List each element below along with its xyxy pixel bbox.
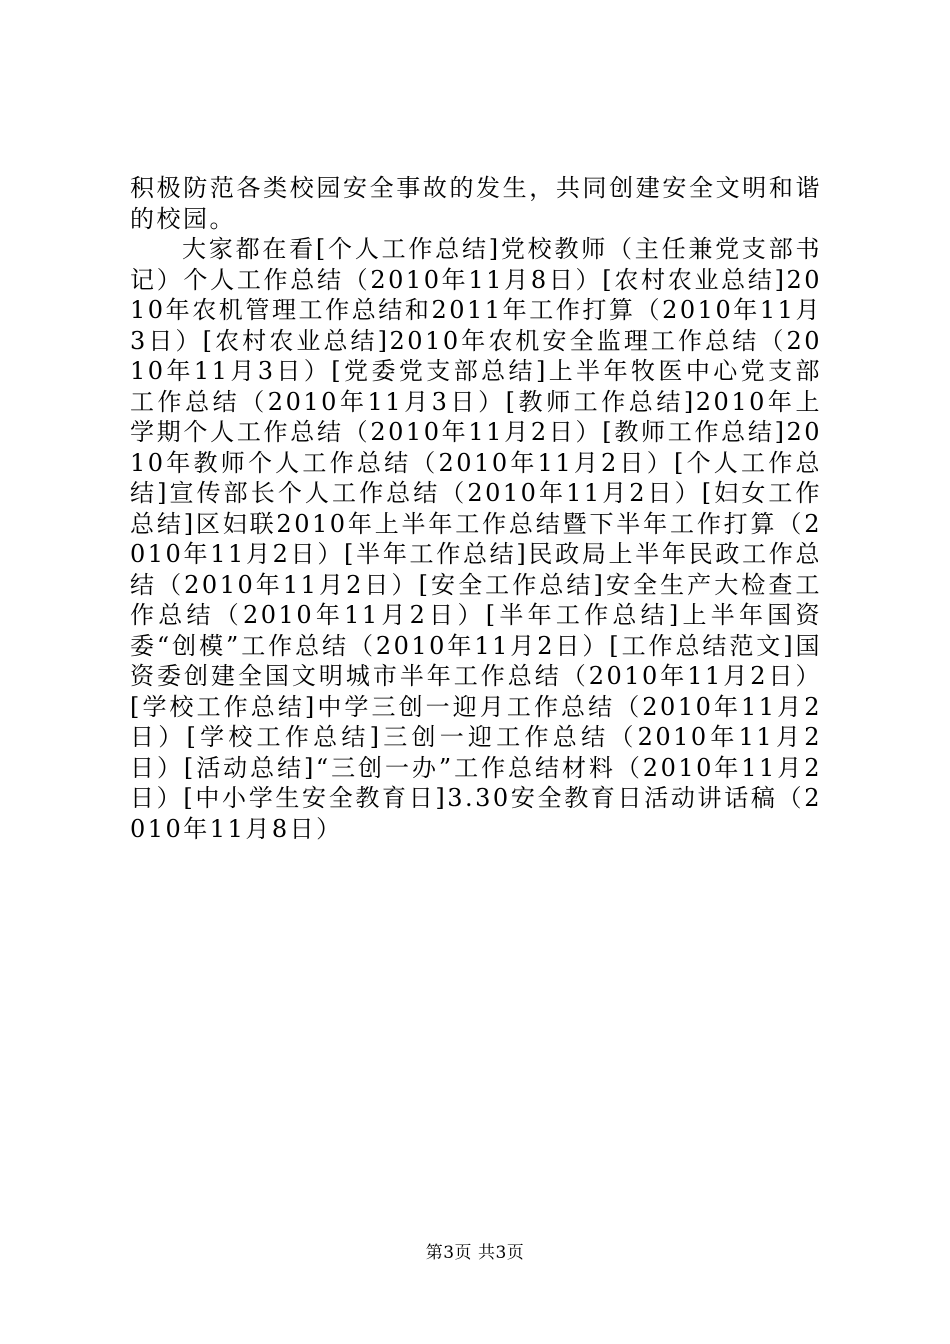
- page-footer: 第3页 共3页: [425, 1243, 525, 1263]
- document-body: [130, 173, 822, 844]
- paragraph-continuation: 积极防范各类校园安全事故的发生，共同创建安全文明和谐的校园。: [130, 174, 822, 233]
- paragraph-related-articles: 大家都在看[个人工作总结]党校教师（主任兼党支部书记）个人工作总结（2010年11月8日）[农村农业总结]2010年农机管理工作总结和2011年工作打算（2010年11月3日）[农村农业总结]2010年农机安全监理工作总结（2010年11月3日）[党委党支部总结]上半年牧医中心党支部工作总结（2010年11月3日）[教师工作总结]2010年上学期个人工作总结（2010年11月2日）[教师工作总结]2010年教师个人工作总结（2010年11月2日）[个人工作总结]宣传部长个人工作总结（2010年11月2日）[妇女工作总结]区妇联2010年上半年工作总结暨下半年工作打算（2010年11月2日）[半年工作总结]民政局上半年民政工作总结（2010年11月2日）[安全工作总结]安全生产大检查工作总结（2010年11月2日）[半年工作总结]上半年国资委“创模”工作总结（2010年11月2日）[工作总结范文]国资委创建全国文明城市半年工作总结（2010年11月2日）[学校工作总结]中学三创一迎月工作总结（2010年11月2日）[学校工作总结]三创一迎工作总结（2010年11月2日）[活动总结]“三创一办”工作总结材料（2010年11月2日）[中小学生安全教育日]3.30安全教育日活动讲话稿（2010年11月8日）: [130, 235, 822, 843]
